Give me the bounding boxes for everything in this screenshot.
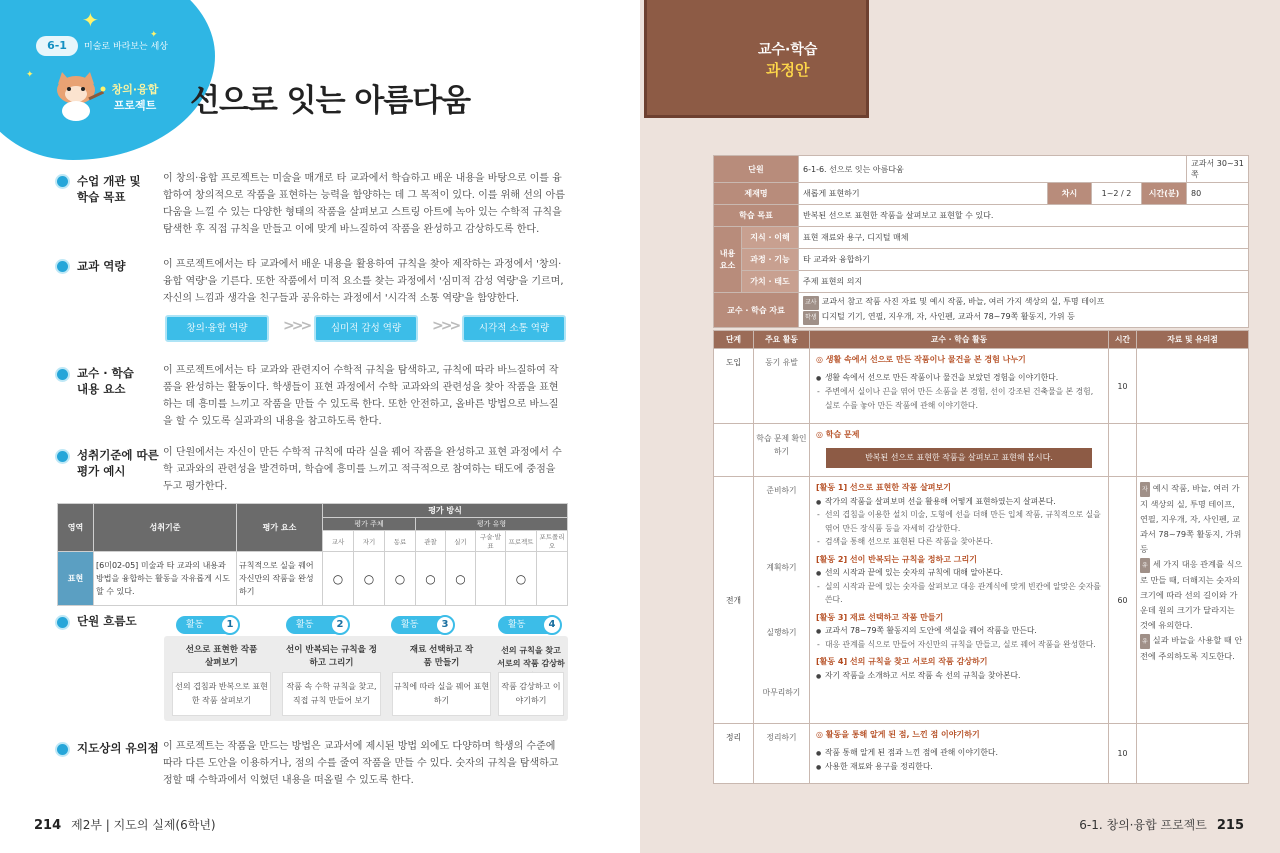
eval-header-standard: 성취기준 xyxy=(94,504,237,552)
text: ● 자기 작품을 소개하고 서로 작품 속 선의 규칙을 찾아본다. xyxy=(816,669,1102,683)
eval-sub: 실기 xyxy=(446,531,476,552)
text: 학습 목표 xyxy=(77,190,126,204)
close-content xyxy=(810,724,1109,784)
text: ● 선의 시작과 끝에 있는 숫자의 규칙에 대해 알아본다. xyxy=(816,566,1102,580)
text: 실과 바늘을 사용할 때 안전에 주의하도록 지도한다. xyxy=(1140,635,1243,661)
content-row-label: 과정 · 기능 xyxy=(742,249,799,271)
sparkle-icon: ✦ xyxy=(150,30,158,40)
eval-sub-type: 평가 유형 xyxy=(416,518,568,531)
content-row-value: 표현 재료와 용구, 디지털 매체 xyxy=(799,227,1249,249)
plan-header: 단계 xyxy=(714,331,754,349)
text: ● 작품 통해 알게 된 점과 느낀 점에 관해 이야기한다. xyxy=(816,746,1102,760)
develop-materials xyxy=(1137,477,1249,724)
flow-pill xyxy=(391,616,451,634)
text: 선의 겹침과 반복으로 표현한 작품 살펴보기 xyxy=(172,672,271,716)
eval-sub: 교사 xyxy=(323,531,354,552)
text: - 주변에서 실이나 끈을 엮어 만든 소품을 본 경험, 선이 강조된 건축물을 본 경험, 실로 수를 놓아 만든 작품에 관해 이야기한다. xyxy=(816,385,1102,413)
text: 선으로 표현한 작품 살펴보기 xyxy=(185,645,258,668)
info-table xyxy=(713,155,1249,328)
flow-step xyxy=(164,636,279,721)
activity-close: 정리하기 xyxy=(754,724,810,784)
section-heading-competency: 교과 역량 xyxy=(77,259,126,273)
text: 작품 감상하고 이야기하기 xyxy=(498,672,564,716)
intro-content xyxy=(810,349,1109,424)
section-heading-overview xyxy=(77,173,141,205)
footer-left xyxy=(34,816,216,833)
eval-row-area: 표현 xyxy=(58,552,94,606)
text: [활동 3] 재료 선택하고 작품 만들기 xyxy=(816,612,944,622)
text: 과정안 xyxy=(765,61,810,79)
caution-badge: 유 xyxy=(1140,634,1150,649)
time-label: 시간(분) xyxy=(1142,183,1187,205)
plan-header: 자료 및 유의점 xyxy=(1137,331,1249,349)
right-page xyxy=(640,0,1280,853)
text: 작품 속 수학 규칙을 찾고, 직접 규칙 만들어 보기 xyxy=(282,672,381,716)
stage-develop: 전개 xyxy=(714,477,754,724)
text: [활동 4] 선의 규칙을 찾고 서로의 작품 감상하기 xyxy=(816,657,988,666)
section-body-teaching: 이 프로젝트에서는 타 교과와 관련지어 수학적 규칙을 탐색하고, 규칙에 따라 바느질하여 작품을 완성하는 활동이다. 학생들이 표현 과정에서 수학 교과와의 관련성을 찾아 작품을 표현하는 데 흥미를 느끼고 작품을 만들 수 있도록 한다. 또한 안전하고, 올바른 방법으로 바느질을 할 수 있도록 실과과의 내용을 참고하도록 한다. xyxy=(163,365,559,427)
eval-sub: 자기 xyxy=(354,531,385,552)
footer-right xyxy=(1079,816,1244,833)
content-label: 내용 요소 xyxy=(714,227,742,293)
page-number: 215 xyxy=(1216,818,1244,833)
time-close: 10 xyxy=(1109,724,1137,784)
time-value: 80 xyxy=(1187,183,1249,205)
text: ◎ 생활 속에서 선으로 만든 작품이나 물건을 본 경험 나누기 xyxy=(816,355,1026,364)
eval-row-standard: [6미02-05] 미술과 타 교과의 내용과 방법을 융합하는 활동을 자유롭게 시도할 수 있다. xyxy=(94,552,237,606)
chevrons-icon: >>> xyxy=(432,318,459,334)
text: 1 xyxy=(220,615,240,635)
content-row-label: 가치 · 태도 xyxy=(742,271,799,293)
bullet-dot-icon xyxy=(57,617,68,628)
content-row-value: 주제 표현의 의지 xyxy=(799,271,1249,293)
goal-label: 학습 목표 xyxy=(714,205,799,227)
flow-step xyxy=(384,636,499,721)
textbook-value: 교과서 30~31쪽 xyxy=(1187,156,1249,183)
page-title: 선으로 잇는 아름다움 xyxy=(190,83,471,119)
flow-pill xyxy=(286,616,346,634)
flow-step xyxy=(274,636,389,721)
text: 계획하기 xyxy=(766,563,797,572)
text: 선이 반복되는 규칙을 정하고 그리기 xyxy=(286,645,377,668)
lesson-kind xyxy=(104,82,166,114)
eval-sub: 포트폴리오 xyxy=(537,531,568,552)
section-body-overview: 이 창의·융합 프로젝트는 미술을 매개로 타 교과에서 학습하고 배운 내용을 바탕으로 이를 융합하여 창의적으로 작품을 표현하는 능력을 함양하는 데 그 목적이 있다. 이를 위해 선의 아름다움을 느낄 수 있는 다양한 형태의 작품을 살펴보고 스트링 아트에 녹아 있는 수학적 규칙을 탐색한 후 직접 규칙을 만들고 이에 맞게 바느질하여 작품을 완성하고 감상하도록 한다. xyxy=(163,173,565,235)
material-value xyxy=(799,293,1249,328)
text: 실행하기 xyxy=(766,628,797,637)
section-body-notes: 이 프로젝트는 작품을 만드는 방법은 교과서에 제시된 방법 외에도 다양하며 학생의 수준에 따라 다른 도안을 이용하거나, 점의 수를 줄여 작품을 만들 수 있다. 숫자의 규칙을 탐색하고 정할 때 수학과에서 익혔던 내용을 떠올릴 수 있도록 한다. xyxy=(163,741,559,786)
lesson-plan-table xyxy=(713,330,1249,784)
session-value: 1~2 / 2 xyxy=(1092,183,1142,205)
eval-sub: 동료 xyxy=(385,531,416,552)
eval-mark xyxy=(537,552,568,606)
section-heading-assessment xyxy=(77,447,159,479)
text: 재료 선택하고 작품 만들기 xyxy=(409,645,474,668)
text: 활동 xyxy=(186,620,204,630)
flow-pill xyxy=(498,616,558,634)
text: 디지털 기기, 연필, 지우개, 자, 사인펜, 교과서 78~79쪽 활동지, 가위 등 xyxy=(821,312,1075,321)
lesson-tag: 6-1 xyxy=(36,36,78,56)
text: 6-1. 창의·융합 프로젝트 xyxy=(1079,818,1207,832)
teacher-badge: 교사 xyxy=(803,296,819,310)
eval-mark: ○ xyxy=(446,552,476,606)
text: - 검색을 통해 선으로 표현된 다른 작품을 찾아본다. xyxy=(816,535,1102,549)
section-heading-notes: 지도상의 유의점 xyxy=(77,741,159,755)
chevrons-icon: >>> xyxy=(283,318,310,334)
flow-pill xyxy=(176,616,236,634)
flow-step xyxy=(494,636,568,721)
content-row-value: 타 교과와 융합하기 xyxy=(799,249,1249,271)
section-body-assessment: 이 단원에서는 자신이 만든 수학적 규칙에 따라 실을 꿰어 작품을 완성하고 표현 과정에서 수학 교과와의 관련성을 발견하며, 학습에 흥미를 느끼고 적극적으로 참여하는 태도에 중점을 두고 평가한다. xyxy=(163,447,562,492)
eval-mark: ○ xyxy=(323,552,354,606)
eval-mark: ○ xyxy=(506,552,537,606)
text: [활동 1] 선으로 표현한 작품 살펴보기 xyxy=(816,483,951,492)
text: ● 교과서 78~79쪽 활동지의 도안에 색실을 꿰어 작품을 만든다. xyxy=(816,624,1102,638)
text: 세 가지 대응 관계를 식으로 만들 때, 더해지는 숫자의 크기에 따라 선의 길이와 가운데 원의 크기가 달라지는 것에 유의한다. xyxy=(1140,559,1243,630)
topic-label: 제재명 xyxy=(714,183,799,205)
text: 선의 규칙을 찾고 서로의 작품 감상하 xyxy=(497,646,565,668)
text: ● 사용한 재료와 용구를 정리한다. xyxy=(816,760,1102,774)
text: 교수·학습 xyxy=(758,42,818,58)
text: 교수 · 학습 xyxy=(77,366,134,380)
text: 창의·융합 xyxy=(111,83,159,96)
material-label: 교수 · 학습 자료 xyxy=(714,293,799,328)
eval-row-element: 규칙적으로 실을 꿰어 자신만의 작품을 완성하기 xyxy=(237,552,323,606)
material-badge: 자 xyxy=(1140,482,1150,497)
text: 3 xyxy=(435,615,455,635)
text: ● 작가의 작품을 살펴보며 선을 활용해 어떻게 표현하였는지 살펴본다. xyxy=(816,495,1102,509)
section-heading-teaching xyxy=(77,365,134,397)
text: ● 생활 속에서 선으로 만든 작품이나 물건을 보았던 경험을 이야기한다. xyxy=(816,371,1102,385)
activity-intro: 동기 유발 xyxy=(754,349,810,424)
text: 예시 작품, 바늘, 여러 가지 색상의 실, 투명 테이프, 연필, 지우개, 자, 사인펜, 교과서 78~79쪽 활동지, 가위 등 xyxy=(1140,483,1242,554)
eval-sub: 관찰 xyxy=(416,531,446,552)
text: 성취기준에 따른 xyxy=(77,448,159,462)
page-number: 214 xyxy=(34,818,62,833)
competency-chip: 창의·융합 역량 xyxy=(165,315,269,342)
caution-badge: 유 xyxy=(1140,558,1150,573)
eval-mark: ○ xyxy=(416,552,446,606)
activity-problem: 학습 문제 확인하기 xyxy=(754,424,810,477)
problem-content xyxy=(810,424,1109,477)
text: 활동 xyxy=(508,620,526,630)
text: - 선의 겹침을 이용한 설치 미술, 도형에 선을 더해 만든 입체 작품, 규칙적으로 실을 엮어 만든 장식품 등을 자세히 감상한다. xyxy=(816,508,1102,535)
text: 마무리하기 xyxy=(762,688,801,697)
plan-header: 시간 xyxy=(1109,331,1137,349)
eval-sub: 프로젝트 xyxy=(506,531,537,552)
eval-header-area: 영역 xyxy=(58,504,94,552)
session-label: 차시 xyxy=(1048,183,1092,205)
bullet-dot-icon xyxy=(57,369,68,380)
bullet-dot-icon xyxy=(57,744,68,755)
student-badge: 학생 xyxy=(803,311,819,325)
text: 준비하기 xyxy=(766,486,797,495)
text: 활동 xyxy=(296,620,314,630)
title-board xyxy=(644,0,869,118)
sparkle-icon: ✦ xyxy=(26,70,34,80)
header-blob xyxy=(0,0,215,160)
competency-chip: 심미적 감성 역량 xyxy=(314,315,418,342)
text: 활동 xyxy=(401,620,419,630)
plan-header: 교수 · 학습 활동 xyxy=(810,331,1109,349)
bullet-dot-icon xyxy=(57,451,68,462)
eval-header-element: 평가 요소 xyxy=(237,504,323,552)
time-develop: 60 xyxy=(1109,477,1137,724)
content-row-label: 지식 · 이해 xyxy=(742,227,799,249)
text: ◎ 활동을 통해 알게 된 점, 느낀 점 이야기하기 xyxy=(816,730,980,739)
text: 내용 요소 xyxy=(77,382,126,396)
eval-sub-subject: 평가 주체 xyxy=(323,518,416,531)
text: 2 xyxy=(330,615,350,635)
eval-mark xyxy=(476,552,506,606)
text: 수업 개관 및 xyxy=(77,174,141,188)
topic-value: 새롭게 표현하기 xyxy=(799,183,1048,205)
text: 규칙에 따라 실을 꿰어 표현하기 xyxy=(392,672,491,716)
develop-activities xyxy=(754,477,810,724)
evaluation-table xyxy=(57,503,568,606)
eval-mark: ○ xyxy=(385,552,416,606)
text: 프로젝트 xyxy=(113,99,157,112)
stage-intro: 도입 xyxy=(714,349,754,424)
unit-value: 6-1-6. 선으로 잇는 아름다움 xyxy=(799,156,1187,183)
time-intro: 10 xyxy=(1109,349,1137,424)
plan-header: 주요 활동 xyxy=(754,331,810,349)
unit-label: 단원 xyxy=(714,156,799,183)
text: 평가 예시 xyxy=(77,464,126,478)
learning-problem-box: 반복된 선으로 표현한 작품을 살펴보고 표현해 봅시다. xyxy=(826,448,1092,468)
text: ◎ 학습 문제 xyxy=(816,430,860,439)
lesson-tag-desc: 미술로 바라보는 세상 xyxy=(84,42,168,52)
eval-header-method: 평가 방식 xyxy=(323,504,568,518)
text: - 대응 관계를 식으로 만들어 자신만의 규칙을 만들고, 실로 꿰어 작품을 완성한다. xyxy=(816,638,1102,652)
competency-chip: 시각적 소통 역량 xyxy=(462,315,566,342)
section-heading-flow: 단원 흐름도 xyxy=(77,614,137,628)
develop-content xyxy=(810,477,1109,724)
eval-mark: ○ xyxy=(354,552,385,606)
section-body-competency: 이 프로젝트에서는 타 교과에서 배운 내용을 활용하여 규칙을 찾아 제작하는 과정에서 '창의·융합 역량'을 기른다. 또한 작품에서 미적 요소를 찾는 과정에서 '심미적 감성 역량'을 기르며, 자신의 느낌과 생각을 친구들과 공유하는 과정에서 '시각적 소통 역량'을 함양한다. xyxy=(163,259,564,304)
text: - 실의 시작과 끝에 있는 숫자를 살펴보고 대응 관계식에 맞게 빈칸에 알맞은 숫자를 쓴다. xyxy=(816,580,1102,607)
text: 4 xyxy=(542,615,562,635)
text: 제2부 | 지도의 실제(6학년) xyxy=(71,818,216,832)
bullet-dot-icon xyxy=(57,261,68,272)
eval-sub: 구술·발표 xyxy=(476,531,506,552)
text: [활동 2] 선이 반복되는 규칙을 정하고 그리기 xyxy=(816,554,977,564)
cat-mascot-icon xyxy=(48,70,106,122)
text: 교과서 참고 작품 사진 자료 및 예시 작품, 바늘, 여러 가지 색상의 실, 투명 테이프 xyxy=(821,297,1105,306)
sparkle-icon: ✦ xyxy=(82,8,99,32)
goal-value: 반복된 선으로 표현한 작품을 살펴보고 표현할 수 있다. xyxy=(799,205,1249,227)
stage-close: 정리 xyxy=(714,724,754,784)
board-title xyxy=(758,40,817,80)
bullet-dot-icon xyxy=(57,176,68,187)
